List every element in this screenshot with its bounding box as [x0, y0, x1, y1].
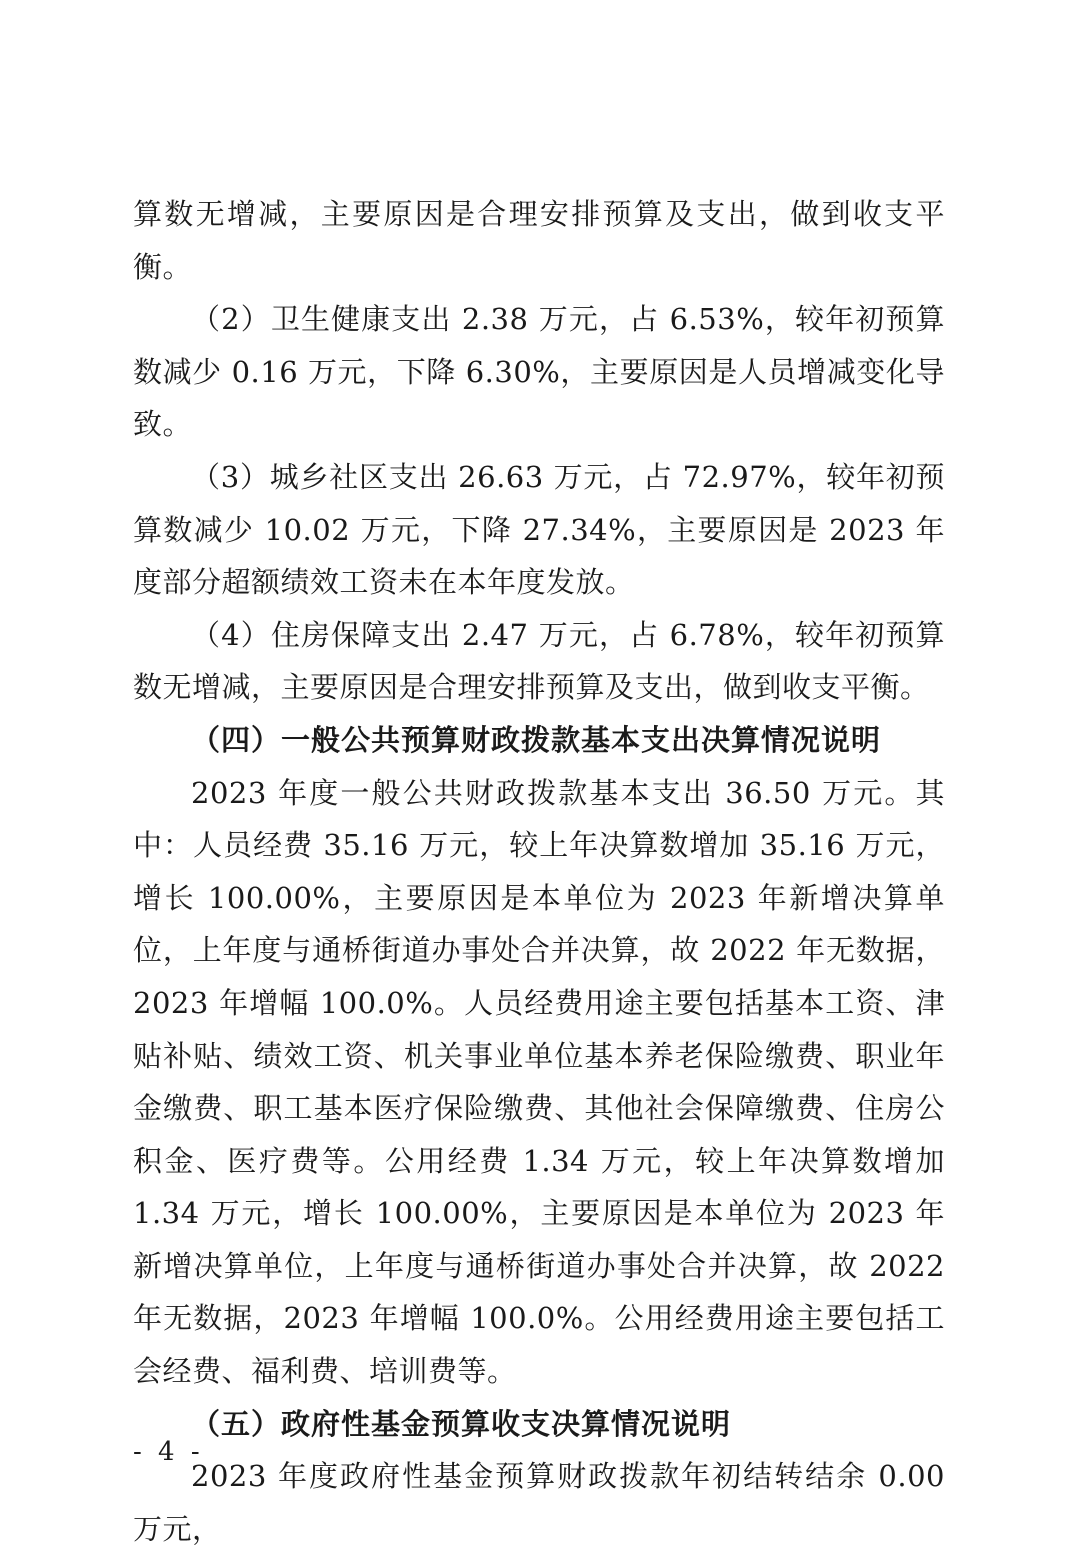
page-number: - 4 -: [133, 1437, 204, 1467]
paragraph-government-fund: 2023 年度政府性基金预算财政拨款年初结转结余 0.00 万元，: [133, 1459, 945, 1546]
section-heading-government-fund: （五）政府性基金预算收支决算情况说明: [191, 1406, 732, 1441]
paragraph-housing-expenditure: （4）住房保障支出 2.47 万元，占 6.78%，较年初预算数无增减，主要原因是合理安排预算及支出，做到收支平衡。: [133, 617, 945, 705]
section-heading-basic-expenditure: （四）一般公共预算财政拨款基本支出决算情况说明: [191, 722, 882, 757]
paragraph-basic-expenditure: 2023 年度一般公共财政拨款基本支出 36.50 万元。其中：人员经费 35.16 万元，较上年决算数增加 35.16 万元，增长 100.00%，主要原因是本单位为 2023 年新增决算单位，上年度与通桥街道办事处合并决算，故 2022 年无数据，2023 年增幅 100.0%。人员经费用途主要包括基本工资、津贴补贴、绩效工资、机关事业单位基本养老保险缴费、职业年金缴费、职工基本医疗保险缴费、其他社会保障缴费、住房公积金、医疗费等。公用经费 1.34 万元，较上年决算数增加 1.34 万元，增长 100.00%，主要原因是本单位为 2023 年新增决算单位，上年度与通桥街道办事处合并决算，故 2022 年无数据，2023 年增幅 100.0%。公用经费用途主要包括工会经费、福利费、培训费等。: [133, 775, 945, 1389]
page-body: [133, 188, 945, 1555]
paragraph-urban-rural-expenditure: （3）城乡社区支出 26.63 万元，占 72.97%，较年初预算数减少 10.02 万元，下降 27.34%，主要原因是 2023 年度部分超额绩效工资未在本年度发放。: [133, 459, 945, 600]
paragraph-continuation: 算数无增减，主要原因是合理安排预算及支出，做到收支平衡。: [133, 197, 945, 284]
paragraph-health-expenditure: （2）卫生健康支出 2.38 万元，占 6.53%，较年初预算数减少 0.16 万元，下降 6.30%，主要原因是人员增减变化导致。: [133, 302, 945, 442]
